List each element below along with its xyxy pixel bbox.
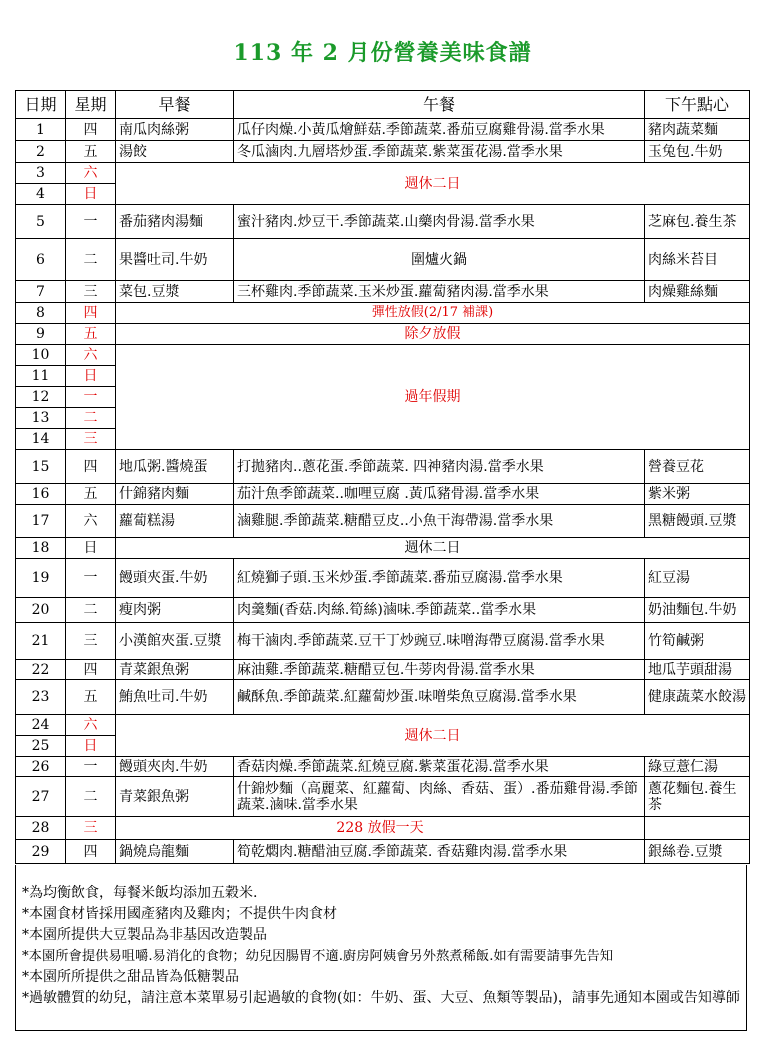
date-cell: 9 [16, 324, 66, 345]
date-cell: 5 [16, 205, 66, 239]
day-cell: 五 [66, 324, 116, 345]
date-cell: 24 [16, 715, 66, 736]
lunch-cell: 茄汁魚季節蔬菜..咖哩豆腐 .黃瓜豬骨湯.當季水果 [234, 484, 645, 505]
date-cell: 29 [16, 840, 66, 864]
table-row [16, 715, 750, 736]
table-row [16, 817, 750, 840]
day-cell: 二 [66, 777, 116, 817]
date-cell: 16 [16, 484, 66, 505]
date-cell: 25 [16, 736, 66, 757]
header-snack: 下午點心 [645, 91, 750, 119]
note-item: *本園食材皆採用國產豬肉及雞肉；不提供牛肉食材 [22, 906, 337, 922]
table-row [16, 239, 750, 281]
breakfast-cell: 青菜銀魚粥 [116, 660, 234, 680]
lunch-cell: 什錦炒麵（高麗菜、紅蘿蔔、肉絲、香菇、蛋）.番茄雞骨湯.季節蔬菜.滷味.當季水果 [234, 777, 645, 817]
day-cell: 日 [66, 736, 116, 757]
breakfast-cell: 果醬吐司.牛奶 [116, 239, 234, 281]
day-cell: 二 [66, 239, 116, 281]
lunch-cell: 筍乾燜肉.糖醋油豆腐.季節蔬菜. 香菇雞肉湯.當季水果 [234, 840, 645, 864]
snack-cell [645, 817, 750, 840]
day-cell: 四 [66, 303, 116, 324]
date-cell: 2 [16, 141, 66, 163]
date-cell: 10 [16, 345, 66, 366]
header-breakfast: 早餐 [116, 91, 234, 119]
date-cell: 21 [16, 623, 66, 660]
day-cell: 一 [66, 559, 116, 598]
date-cell: 6 [16, 239, 66, 281]
date-cell: 22 [16, 660, 66, 680]
weekend-notice: 週休二日 [116, 715, 750, 757]
breakfast-cell: 瘦肉粥 [116, 598, 234, 623]
snack-cell: 地瓜芋頭甜湯 [645, 660, 750, 680]
peace-day-notice: 228 放假一天 [116, 817, 645, 840]
weekend-notice: 週休二日 [116, 163, 750, 205]
breakfast-cell: 菜包.豆漿 [116, 281, 234, 303]
table-row [16, 757, 750, 777]
note-item: *本園所所提供之甜品皆為低糖製品 [22, 969, 239, 985]
snack-cell: 紫米粥 [645, 484, 750, 505]
header-day: 星期 [66, 91, 116, 119]
breakfast-cell: 鍋燒烏龍麵 [116, 840, 234, 864]
date-cell: 3 [16, 163, 66, 184]
snack-cell: 豬肉蔬菜麵 [645, 119, 750, 141]
note-item: *過敏體質的幼兒，請注意本菜單易引起過敏的食物(如：牛奶、蛋、大豆、魚類等製品)，請事先通知本園或告知導師 [22, 990, 740, 1006]
day-cell: 日 [66, 366, 116, 387]
lunch-cell: 麻油雞.季節蔬菜.糖醋豆包.牛蒡肉骨湯.當季水果 [234, 660, 645, 680]
day-cell: 五 [66, 680, 116, 715]
snack-cell: 營養豆花 [645, 450, 750, 484]
lunch-cell: 打拋豬肉..蔥花蛋.季節蔬菜. 四神豬肉湯.當季水果 [234, 450, 645, 484]
table-row [16, 660, 750, 680]
day-cell: 六 [66, 345, 116, 366]
day-cell: 一 [66, 387, 116, 408]
date-cell: 1 [16, 119, 66, 141]
lunch-cell: 圍爐火鍋 [234, 239, 645, 281]
lunch-cell: 紅燒獅子頭.玉米炒蛋.季節蔬菜.番茄豆腐湯.當季水果 [234, 559, 645, 598]
note-item: *本園所會提供易咀嚼.易消化的食物；幼兒因腸胃不適.廚房阿姨會另外熬煮稀飯.如有需要請事先告知 [22, 949, 614, 964]
breakfast-cell: 青菜銀魚粥 [116, 777, 234, 817]
date-cell: 18 [16, 538, 66, 559]
header-lunch: 午餐 [234, 91, 645, 119]
table-row [16, 559, 750, 598]
new-year-notice: 過年假期 [116, 345, 750, 450]
table-row [16, 505, 750, 538]
snack-cell: 玉兔包.牛奶 [645, 141, 750, 163]
date-cell: 14 [16, 429, 66, 450]
day-cell: 五 [66, 484, 116, 505]
day-cell: 三 [66, 429, 116, 450]
date-cell: 7 [16, 281, 66, 303]
note-item: *本園所提供大豆製品為非基因改造製品 [22, 927, 267, 943]
table-row [16, 840, 750, 864]
breakfast-cell: 小漢館夾蛋.豆漿 [116, 623, 234, 660]
snack-cell: 肉燥雞絲麵 [645, 281, 750, 303]
lunch-cell: 肉羹麵(香菇.肉絲.筍絲)滷味.季節蔬菜..當季水果 [234, 598, 645, 623]
table-row [16, 484, 750, 505]
breakfast-cell: 饅頭夾肉.牛奶 [116, 757, 234, 777]
table-row [16, 281, 750, 303]
date-cell: 4 [16, 184, 66, 205]
page-title: 113 年 2 月份營養美味食譜 [233, 40, 532, 66]
table-row [16, 450, 750, 484]
lunch-cell: 滷雞腿.季節蔬菜.糖醋豆皮..小魚干海帶湯.當季水果 [234, 505, 645, 538]
table-row [16, 324, 750, 345]
day-cell: 三 [66, 817, 116, 840]
lunch-cell: 三杯雞肉.季節蔬菜.玉米炒蛋.蘿蔔豬肉湯.當季水果 [234, 281, 645, 303]
snack-cell: 肉絲米苔目 [645, 239, 750, 281]
breakfast-cell: 饅頭夾蛋.牛奶 [116, 559, 234, 598]
header-row [16, 91, 750, 119]
day-cell: 四 [66, 840, 116, 864]
date-cell: 27 [16, 777, 66, 817]
table-row [16, 680, 750, 715]
date-cell: 15 [16, 450, 66, 484]
snack-cell: 健康蔬菜水餃湯 [645, 680, 750, 715]
date-cell: 23 [16, 680, 66, 715]
snack-cell: 銀絲卷.豆漿 [645, 840, 750, 864]
table-row [16, 538, 750, 559]
table-row [16, 623, 750, 660]
lunch-cell: 冬瓜滷肉.九層塔炒蛋.季節蔬菜.紫菜蛋花湯.當季水果 [234, 141, 645, 163]
day-cell: 四 [66, 119, 116, 141]
lunch-cell: 鹹酥魚.季節蔬菜.紅蘿蔔炒蛋.味噌柴魚豆腐湯.當季水果 [234, 680, 645, 715]
snack-cell: 奶油麵包.牛奶 [645, 598, 750, 623]
date-cell: 11 [16, 366, 66, 387]
day-cell: 六 [66, 163, 116, 184]
day-cell: 四 [66, 450, 116, 484]
day-cell: 四 [66, 660, 116, 680]
breakfast-cell: 什錦豬肉麵 [116, 484, 234, 505]
header-date: 日期 [16, 91, 66, 119]
snack-cell: 竹筍鹹粥 [645, 623, 750, 660]
breakfast-cell: 湯餃 [116, 141, 234, 163]
date-cell: 12 [16, 387, 66, 408]
day-cell: 二 [66, 408, 116, 429]
breakfast-cell: 蘿蔔糕湯 [116, 505, 234, 538]
lunch-cell: 梅干滷肉.季節蔬菜.豆干丁炒豌豆.味噌海帶豆腐湯.當季水果 [234, 623, 645, 660]
breakfast-cell: 地瓜粥.醬燒蛋 [116, 450, 234, 484]
table-row [16, 119, 750, 141]
lunch-cell: 香菇肉燥.季節蔬菜.紅燒豆腐.紫菜蛋花湯.當季水果 [234, 757, 645, 777]
flex-holiday-notice: 彈性放假(2/17 補課) [116, 303, 750, 324]
snack-cell: 蔥花麵包.養生茶 [645, 777, 750, 817]
menu-table [15, 90, 750, 864]
date-cell: 19 [16, 559, 66, 598]
weekend-notice: 週休二日 [116, 538, 750, 559]
date-cell: 17 [16, 505, 66, 538]
table-row [16, 303, 750, 324]
breakfast-cell: 鮪魚吐司.牛奶 [116, 680, 234, 715]
snack-cell: 綠豆薏仁湯 [645, 757, 750, 777]
day-cell: 三 [66, 623, 116, 660]
note-item: *為均衡飲食，每餐米飯均添加五穀米. [22, 885, 258, 901]
date-cell: 20 [16, 598, 66, 623]
table-row [16, 205, 750, 239]
day-cell: 日 [66, 538, 116, 559]
table-row [16, 777, 750, 817]
snack-cell: 紅豆湯 [645, 559, 750, 598]
date-cell: 8 [16, 303, 66, 324]
eve-holiday-notice: 除夕放假 [116, 324, 750, 345]
snack-cell: 芝麻包.養生茶 [645, 205, 750, 239]
day-cell: 一 [66, 205, 116, 239]
lunch-cell: 瓜仔肉燥.小黃瓜燴鮮菇.季節蔬菜.番茄豆腐雞骨湯.當季水果 [234, 119, 645, 141]
breakfast-cell: 南瓜肉絲粥 [116, 119, 234, 141]
day-cell: 六 [66, 715, 116, 736]
day-cell: 五 [66, 141, 116, 163]
day-cell: 二 [66, 598, 116, 623]
lunch-cell: 蜜汁豬肉.炒豆干.季節蔬菜.山藥肉骨湯.當季水果 [234, 205, 645, 239]
date-cell: 28 [16, 817, 66, 840]
day-cell: 三 [66, 281, 116, 303]
table-row [16, 598, 750, 623]
notes-box [15, 865, 747, 1031]
day-cell: 六 [66, 505, 116, 538]
day-cell: 一 [66, 757, 116, 777]
breakfast-cell: 番茄豬肉湯麵 [116, 205, 234, 239]
day-cell: 日 [66, 184, 116, 205]
table-row [16, 141, 750, 163]
snack-cell: 黑糖饅頭.豆漿 [645, 505, 750, 538]
table-row [16, 163, 750, 184]
table-row [16, 345, 750, 366]
date-cell: 13 [16, 408, 66, 429]
date-cell: 26 [16, 757, 66, 777]
